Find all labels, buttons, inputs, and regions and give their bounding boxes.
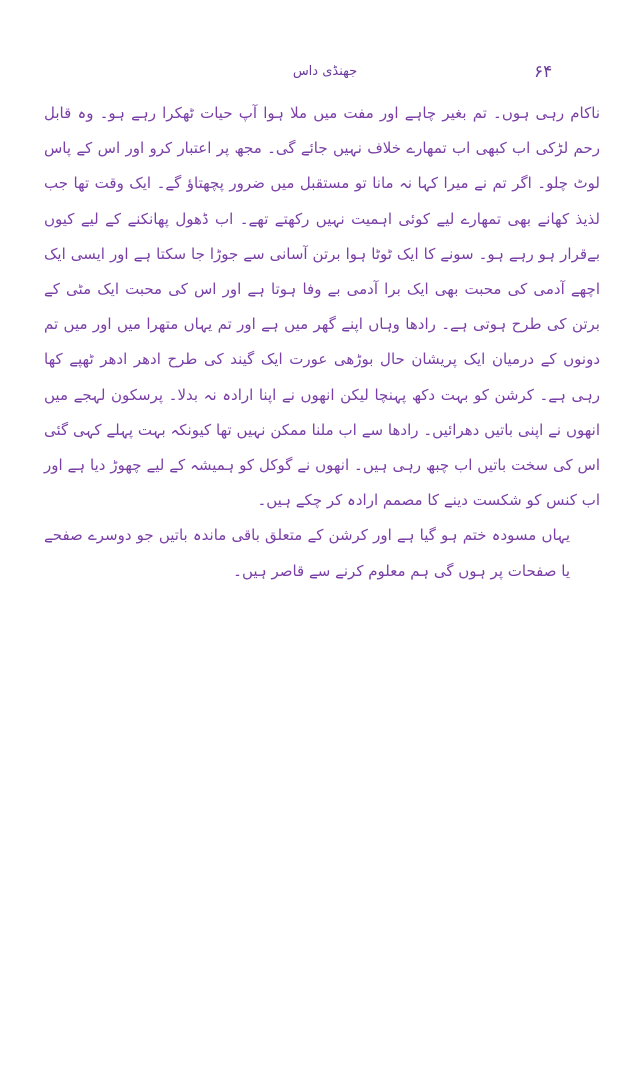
running-title: جھنڈی داس (292, 64, 358, 79)
page-number: ۶۴ (534, 62, 553, 82)
page-body (44, 96, 600, 589)
paragraph-1: ناکام رہی ہوں۔ تم بغیر چاہے اور مفت میں ملا ہوا آپ حیات ٹھکرا رہے ہو۔ وہ قابل رحم لڑکی اب کبھی اب تمھارے خلاف نہیں جائے گی۔ مجھ پر اعتبار کرو اور اس کے پاس لوٹ چلو۔ اگر تم نے میرا کہا نہ مانا تو مستقبل میں ضرور پچھتاؤ گے۔ ایک وقت تھا جب لذیذ کھانے بھی تمھارے لیے کوئی اہمیت نہیں رکھتے تھے۔ اب ڈھول پھانکنے کے لیے کیوں بےقرار ہو رہے ہو۔ سونے کا ایک ٹوٹا ہوا برتن آسانی سے جوڑا جا سکتا ہے اور ایسی ایک اچھے آدمی کی محبت بھی ایک برا آدمی بے وفا ہوتا ہے اور اس کی محبت ایک مٹی کے برتن کی طرح ہوتی ہے۔ رادھا وہاں اپنے گھر میں ہے اور تم یہاں متھرا میں اور میں تم دونوں کے درمیان ایک پریشان حال بوڑھی عورت ایک گیند کی طرح ادھر ادھر ٹھپے کھا رہی ہے۔ کرشن کو بہت دکھ پہنچا لیکن انھوں نے اپنا ارادہ نہ بدلا۔ پرسکون لہجے میں انھوں نے اپنی باتیں دھرائیں۔ رادھا سے اب ملنا ممکن نہیں تھا کیونکہ بہت پہلے کہی گئی اس کی سخت باتیں اب چبھ رہی ہیں۔ انھوں نے گوکل کو ہمیشہ کے لیے چھوڑ دیا ہے اور اب کنس کو شکست دینے کا مصمم ارادہ کر چکے ہیں۔ (44, 104, 600, 510)
page-header (0, 60, 642, 90)
paragraph-2: یہاں مسودہ ختم ہو گیا ہے اور کرشن کے متعلق باقی ماندہ باتیں جو دوسرے صفحے یا صفحات پر ہوں گی ہم معلوم کرنے سے قاصر ہیں۔ (44, 526, 570, 580)
